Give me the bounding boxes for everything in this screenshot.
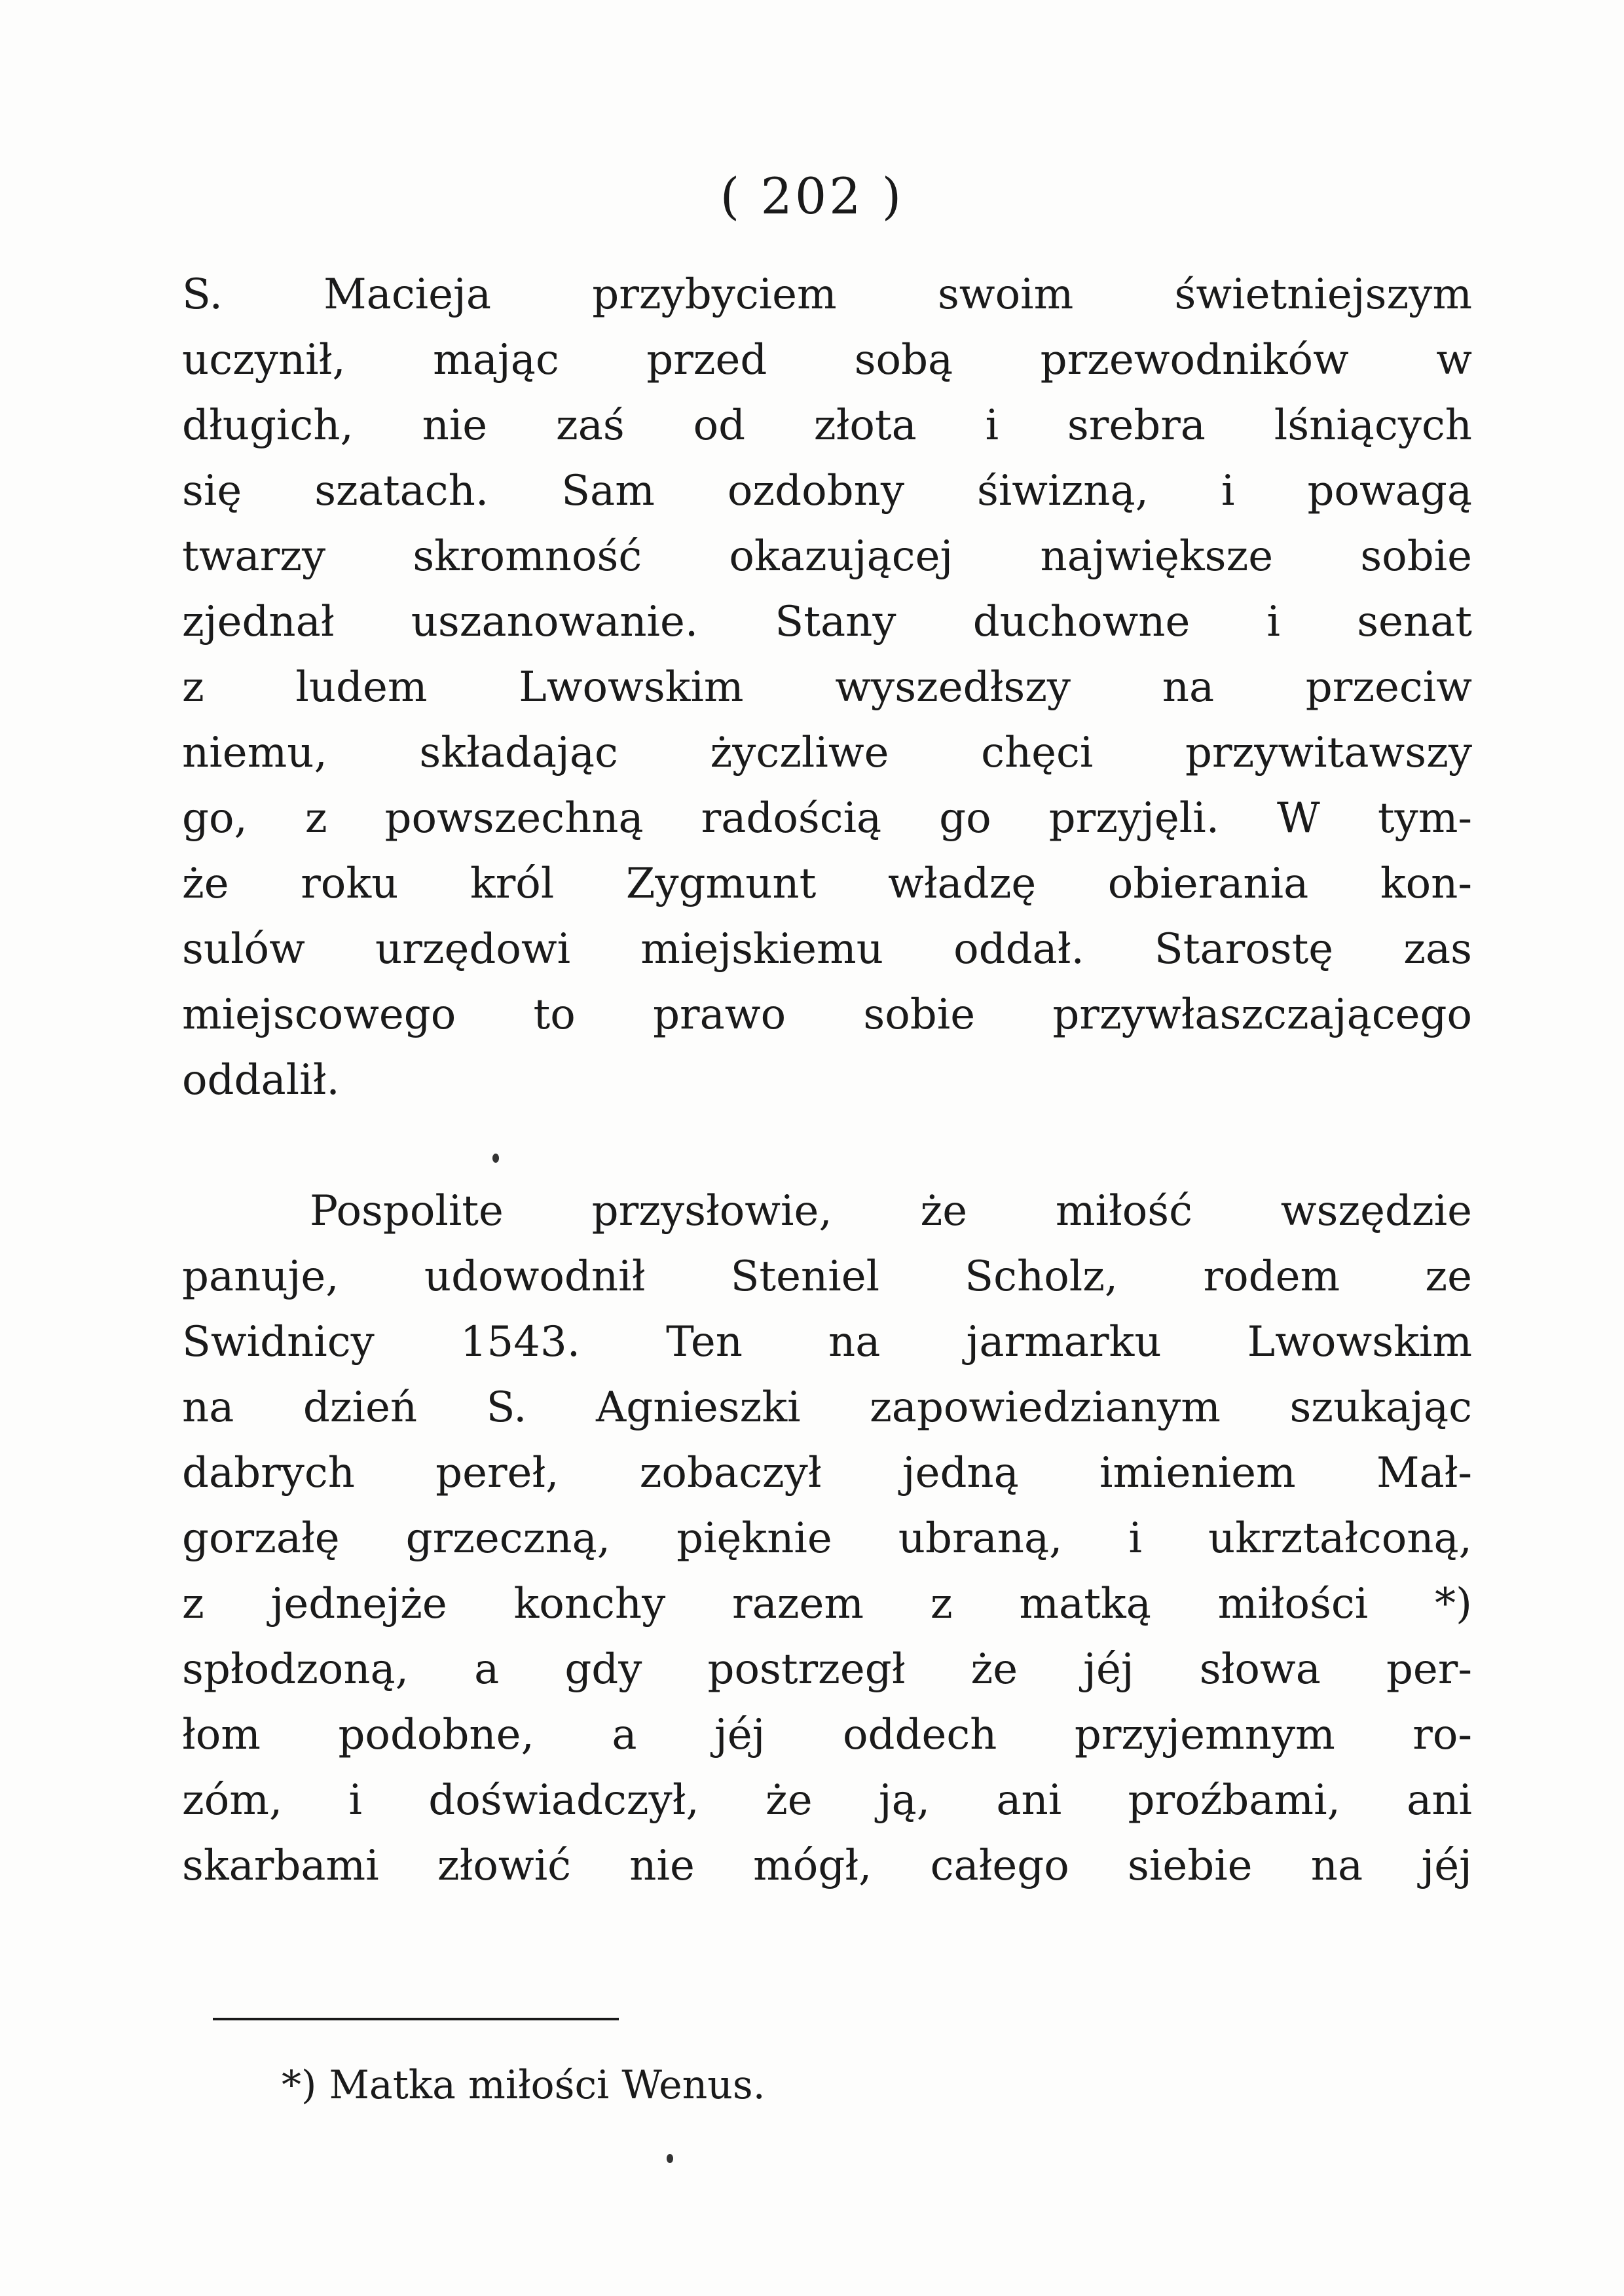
text-line: twarzy skromność okazującej największe sobie bbox=[182, 532, 1472, 581]
text-line: panuje, udowodnił Steniel Scholz, rodem ze bbox=[182, 1252, 1472, 1301]
text-line: miejscowego to prawo sobie przywłaszczającego bbox=[182, 991, 1472, 1039]
text-line: oddalił. bbox=[182, 1056, 340, 1104]
text-line: gorzałę grzeczną, pięknie ubraną, i ukrztałconą, bbox=[182, 1514, 1472, 1563]
text-line: zjednał uszanowanie. Stany duchowne i senat bbox=[182, 598, 1472, 646]
text-line: Pospolite przysłowie, że miłość wszędzie bbox=[310, 1187, 1472, 1235]
text-line: się szatach. Sam ozdobny śiwizną, i powagą bbox=[182, 467, 1472, 515]
text-line: S. Macieja przybyciem swoim świetniejszym bbox=[182, 270, 1472, 319]
ink-speck bbox=[667, 2154, 673, 2163]
text-line: Swidnicy 1543. Ten na jarmarku Lwowskim bbox=[182, 1318, 1472, 1366]
text-line: sulów urzędowi miejskiemu oddał. Starostę zas bbox=[182, 925, 1472, 974]
paragraph-2 bbox=[182, 1178, 1472, 1899]
footnote: *) Matka miłości Wenus. bbox=[282, 2062, 766, 2108]
text-line: niemu, składając życzliwe chęci przywitawszy bbox=[182, 729, 1472, 777]
footnote-divider bbox=[213, 2018, 619, 2020]
text-line: dabrych pereł, zobaczył jedną imieniem Mał- bbox=[182, 1449, 1472, 1497]
text-line: łom podobne, a jéj oddech przyjemnym ro- bbox=[182, 1711, 1472, 1759]
text-line: go, z powszechną radością go przyjęli. W tym- bbox=[182, 794, 1472, 843]
text-line: z jednejże konchy razem z matką miłości *) bbox=[182, 1580, 1472, 1628]
text-line: na dzień S. Agnieszki zapowiedzianym szukając bbox=[182, 1383, 1472, 1432]
page-number: ( 202 ) bbox=[720, 167, 904, 225]
ink-speck bbox=[492, 1154, 499, 1163]
text-line: długich, nie zaś od złota i srebra lśniących bbox=[182, 401, 1472, 450]
text-line: uczynił, mając przed sobą przewodników w bbox=[182, 336, 1472, 384]
text-line: z ludem Lwowskim wyszedłszy na przeciw bbox=[182, 663, 1472, 712]
text-line: spłodzoną, a gdy postrzegł że jéj słowa per- bbox=[182, 1645, 1472, 1694]
text-line: że roku król Zygmunt władzę obierania kon- bbox=[182, 860, 1472, 908]
text-line: skarbami złowić nie mógł, całego siebie na jéj bbox=[182, 1842, 1472, 1890]
paragraph-1 bbox=[182, 262, 1472, 1113]
text-line: zóm, i doświadczył, że ją, ani proźbami, ani bbox=[182, 1776, 1472, 1825]
